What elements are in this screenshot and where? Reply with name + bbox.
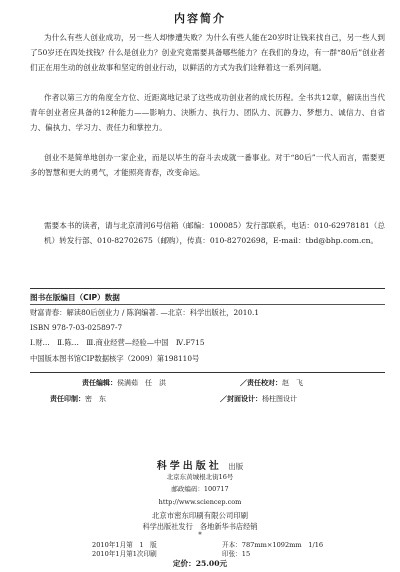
- cip-record: 财富青春：解读80后创业力 / 陈润编著. —北京：科学出版社，2010.1: [30, 308, 259, 317]
- publisher-address: 北京东黄城根北街16号: [166, 473, 234, 481]
- publisher-name-text: 科学出版社: [156, 461, 222, 472]
- cip-subjects: Ⅰ.财… Ⅱ.陈… Ⅲ.商业经营—经验—中国 Ⅳ.F715: [30, 338, 205, 347]
- printer-name: 北京市密东印刷有限公司印刷: [151, 511, 249, 520]
- edition-info: 2010年1月第 1 版: [92, 541, 157, 549]
- credits-rule: [30, 372, 385, 373]
- publisher-postcode: 邮政编码：100717: [171, 485, 229, 493]
- top-rule: [30, 288, 385, 289]
- printer-value: 密 东: [85, 395, 106, 403]
- publisher-name: [0, 457, 400, 472]
- separator-star: *: [198, 531, 202, 539]
- intro-paragraph-3: 创业不是简单地创办一家企业，而是以毕生的奋斗去成就一番事业。对于“80后”一代人而言，需要更多的智慧和更大的勇气，才能照亮青春，改变命运。: [30, 153, 385, 177]
- printing-info: 2010年1月第1次印刷: [92, 550, 157, 558]
- intro-paragraph-1: 为什么有些人创业成功，另一些人却惨遭失败？为什么有些人能在20岁时让钱来找自己，另一些人到了50岁还在四处找钱？什么是创业力？创业究竟需要具备哪些能力？在我们的身边，有一群“80后”创业者们正在用生动的创业故事和坚定的创业行动，以鲜活的方式为我们诠释着这一系列问题。: [30, 33, 385, 72]
- cip-core-number: 中国版本图书馆CIP数据核字（2009）第198110号: [30, 354, 200, 363]
- publisher-suffix: 出版: [228, 462, 244, 471]
- contact-info: [30, 218, 385, 248]
- credits-proofreader-row: [240, 378, 303, 388]
- cover-label: ／封面设计：: [220, 394, 262, 403]
- cip-heading: 图书在版编目（CIP）数据: [30, 293, 120, 302]
- cip-isbn: ISBN 978-7-03-025897-7: [30, 323, 123, 332]
- printer-label: 责任印制：: [50, 394, 85, 403]
- intro-paragraph-2: 作者以第三方的角度全方位、近距离地记录了这些成功创业者的成长历程。全书共12章，解读出当代青年创业者应具备的12种能力——影响力、決断力、执行力、团队力、沉静力、梦想力、诚信力、自省力、偏执力、学习力、责任力和掌控力。: [30, 93, 385, 132]
- cip-rule: [30, 304, 385, 305]
- credits-printer-row: [50, 394, 106, 404]
- cover-value: 杨柱图设计: [262, 395, 297, 403]
- sheets-info: 印张：15: [222, 550, 251, 558]
- credits-cover-row: [220, 394, 297, 404]
- publisher-website: http://www.sciencep.com: [158, 498, 242, 506]
- format-info: 开本：787mm×1092mm 1/16: [222, 541, 324, 549]
- price: 定价：25.00元: [172, 559, 228, 568]
- credits-editor-row: [82, 378, 166, 388]
- proofreader-label: ／责任校对：: [240, 378, 282, 387]
- page-title: 内容简介: [174, 12, 226, 25]
- editor-label: 责任编辑：: [82, 378, 117, 387]
- distributor-info: 科学出版社发行 各地新华书店经销: [142, 522, 258, 531]
- editor-value: 侯满茹 任 洪: [117, 379, 166, 387]
- proofreader-value: 赵 飞: [282, 379, 303, 387]
- contact-text: 需要本书的读者，请与北京清河6号信箱（邮编：100085）发行部联系，电话：010-62978181（总机）转发行部、010-82702675（邮购），传真：010-82702698，E-mail：tbd@bhp.com.cn。: [44, 221, 385, 245]
